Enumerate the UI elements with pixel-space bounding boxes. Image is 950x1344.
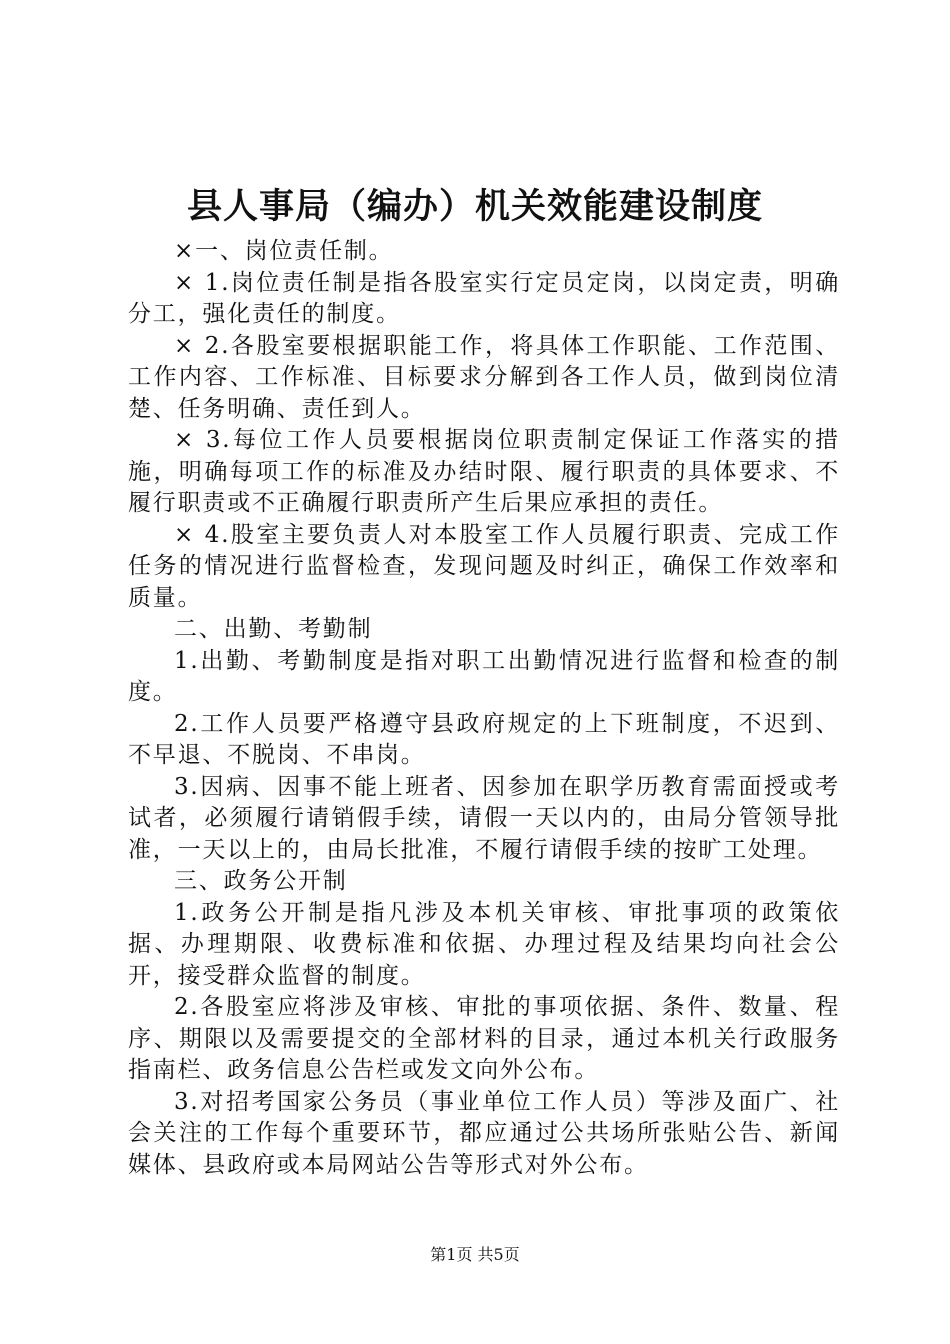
paragraph-5: × 4.股室主要负责人对本股室工作人员履行职责、完成工作任务的情况进行监督检查，发现问题及时纠正，确保工作效率和质量。 [128, 521, 840, 611]
paragraph-2: × 1.岗位责任制是指各股室实行定员定岗，以岗定责，明确分工，强化责任的制度。 [128, 269, 840, 327]
paragraph-12: 2.各股室应将涉及审核、审批的事项依据、条件、数量、程序、期限以及需要提交的全部材料的目录，通过本机关行政服务指南栏、政务信息公告栏或发文向外公布。 [128, 994, 840, 1083]
section-heading-2: 二、出勤、考勤制 [174, 616, 373, 642]
page-footer: 第1页 共5页 [430, 1245, 520, 1264]
paragraph-9: 3.因病、因事不能上班者、因参加在职学历教育需面授或考试者，必须履行请销假手续，请假一天以内的，由局分管领导批准，一天以上的，由局长批准，不履行请假手续的按旷工处理。 [128, 773, 840, 863]
paragraph-4: × 3.每位工作人员要根据岗位职责制定保证工作落实的措施，明确每项工作的标准及办结时限、履行职责的具体要求、不履行职责或不正确履行职责所产生后果应承担的责任。 [128, 427, 840, 516]
paragraph-13: 3.对招考国家公务员（事业单位工作人员）等涉及面广、社会关注的工作每个重要环节，都应通过公共场所张贴公告、新闻媒体、县政府或本局网站公告等形式对外公布。 [128, 1088, 840, 1178]
paragraph-1: ×一、岗位责任制。 [174, 238, 394, 264]
document-body [128, 236, 840, 1181]
paragraph-3: × 2.各股室要根据职能工作，将具体工作职能、工作范围、工作内容、工作标准、目标要求分解到各工作人员，做到岗位清楚、任务明确、责任到人。 [128, 332, 840, 422]
section-heading-3: 三、政务公开制 [174, 868, 348, 894]
document-title: 县人事局（编办）机关效能建设制度 [186, 186, 763, 227]
paragraph-7: 1.出勤、考勤制度是指对职工出勤情况进行监督和检查的制度。 [128, 647, 840, 705]
paragraph-11: 1.政务公开制是指凡涉及本机关审核、审批事项的政策依据、办理期限、收费标准和依据、办理过程及结果均向社会公开，接受群众监督的制度。 [128, 899, 840, 989]
paragraph-8: 2.工作人员要严格遵守县政府规定的上下班制度，不迟到、不早退、不脱岗、不串岗。 [128, 710, 840, 768]
